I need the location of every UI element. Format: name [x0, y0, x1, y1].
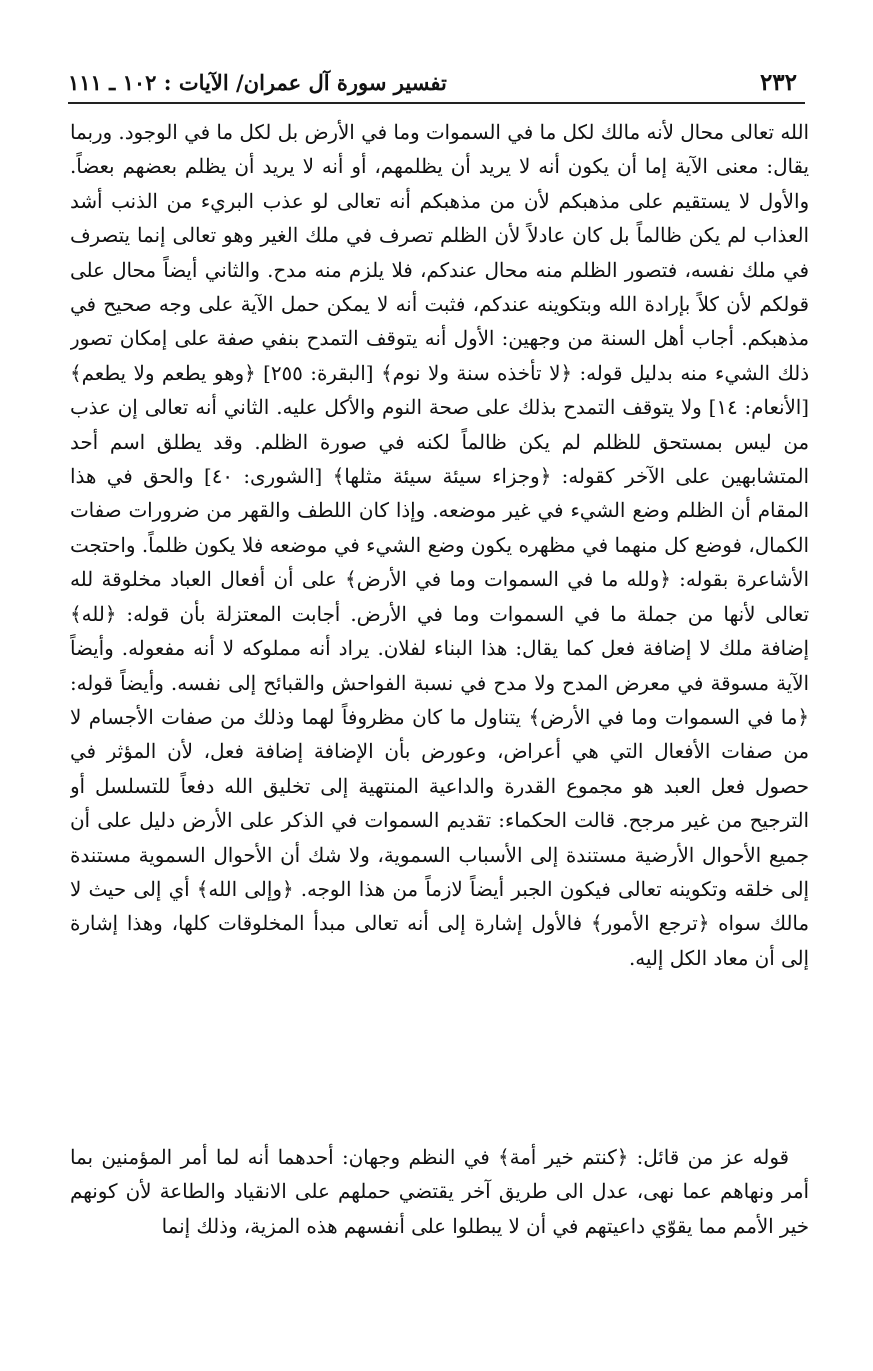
page-header [68, 68, 805, 98]
body-text [70, 116, 809, 1245]
running-title: تفسير سورة آل عمران/ الآيات : ١٠٢ ـ ١١١ [68, 70, 447, 95]
paragraph-2: قوله عز من قائل: ﴿كنتم خير أمة﴾ في النظم وجهان: أحدهما أنه لما أمر المؤمنين بما أمر ونهاهم عما نهى، عدل الى طريق آخر يقتضي حملهم على الانقياد والطاعة لأن كونهم خير الأمم مما يقوّي داعيتهم في أن لا يبطلوا على أنفسهم هذه المزية، وذلك إنما [70, 1146, 809, 1238]
paragraph-1: الله تعالى محال لأنه مالك لكل ما في السموات وما في الأرض بل لكل ما في الوجود. وربما يقال: معنى الآية إما أن يكون أنه لا يريد أن يظلمهم، أو أنه لا يريد أن يظلم بعضهم بعضاً. والأول لا يستقيم على مذهبكم لأن من مذهبكم أنه تعالى لو عذب البريء من الذنب أشد العذاب لم يكن ظالماً بل كان عادلاً لأن الظلم تصرف في ملك الغير وهو تعالى إنما يتصرف في ملك نفسه، فتصور الظلم منه محال عندكم، فلا يلزم منه مدح. والثاني أيضاً محال على قولكم لأن كلاً بإرادة الله وبتكوينه عندكم، فثبت أنه لا يمكن حمل الآية على وجه صحيح في مذهبكم. أجاب أهل السنة من وجهين: الأول أنه يتوقف التمدح بنفي صفة على إمكان تصور ذلك الشيء منه بدليل قوله: ﴿لا تأخذه سنة ولا نوم﴾ [البقرة: ٢٥٥] ﴿وهو يطعم ولا يطعم﴾ [الأنعام: ١٤] ولا يتوقف التمدح بذلك على صحة النوم والأكل عليه. الثاني أنه تعالى إن عذب من ليس بمستحق للظلم لم يكن ظالماً لكنه في صورة الظلم. وقد يطلق اسم أحد المتشابهين على الآخر كقوله: ﴿وجزاء سيئة سيئة مثلها﴾ [الشورى: ٤٠] والحق في هذا المقام أن الظلم وضع الشيء في غير موضعه. وإذا كان اللطف والقهر من ضرورات صفات الكمال، فوضع كل منهما في مظهره يكون وضع الشيء في موضعه فلا يكون ظلماً. واحتجت الأشاعرة بقوله: ﴿ولله ما في السموات وما في الأرض﴾ على أن أفعال العباد مخلوقة لله تعالى لأنها من جملة ما في السموات وما في الأرض. أجابت المعتزلة بأن قوله: ﴿لله﴾ إضافة ملك لا إضافة فعل كما يقال: هذا البناء لفلان. يراد أنه مملوكه لا أنه مفعوله. وأيضاً الآية مسوقة في معرض المدح ولا مدح في نسبة الفواحش والقبائح إلى نفسه. وأيضاً قوله: ﴿ما في السموات وما في الأرض﴾ يتناول ما كان مظروفاً لهما وذلك من صفات الأجسام لا من صفات الأفعال التي هي أعراض، وعورض بأن الإضافة إضافة فعل، لأن المؤثر في حصول فعل العبد هو مجموع القدرة والداعية المنتهية إلى تخليق الله دفعاً للتسلسل أو الترجيح من غير مرجح. قالت الحكماء: تقديم السموات في الذكر على الأرض دليل على أن جميع الأحوال الأرضية مستندة إلى الأسباب السموية، ولا شك أن الأحوال السموية مستندة إلى خلقه وتكوينه تعالى فيكون الجبر أيضاً لازماً من هذا الوجه. ﴿وإلى الله﴾ أي إلى حيث لا مالك سواه ﴿ترجع الأمور﴾ فالأول إشارة إلى أنه تعالى مبدأ المخلوقات كلها، وهذا إشارة إلى أن معاد الكل إليه. [70, 121, 809, 970]
page-number: ٢٣٢ [759, 69, 797, 96]
header-divider [68, 102, 805, 104]
